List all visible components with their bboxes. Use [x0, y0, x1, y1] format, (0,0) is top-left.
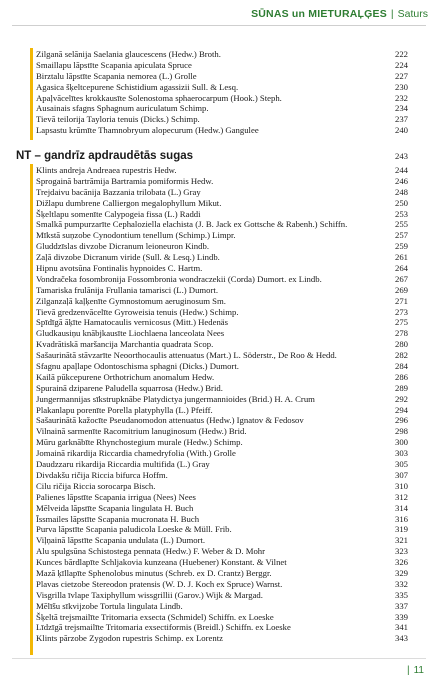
toc-entry	[36, 524, 408, 535]
toc-entry-text: Gludkausiņu knābjkausīte Liochlaena lanceolata Nees	[36, 328, 225, 339]
toc-entry	[36, 328, 408, 339]
toc-entry	[36, 187, 408, 198]
toc-entry	[36, 198, 408, 209]
toc-entry	[36, 383, 408, 394]
toc-entry	[36, 448, 408, 459]
toc-entry-page: 224	[394, 59, 408, 70]
toc-entry	[36, 514, 408, 525]
toc-entry-text: Zilganā selānija Saelania glaucescens (Hedw.) Broth.	[36, 49, 221, 59]
toc-entry-page: 292	[394, 393, 408, 404]
toc-entry-page: 280	[394, 339, 408, 350]
toc-entry-text: Tievā teilorija Tayloria tenuis (Dicks.) Schimp.	[36, 114, 200, 125]
page-number-separator: |	[407, 665, 410, 676]
toc-entry-text: Plavas cietzobe Stereodon pratensis (W. D. J. Koch ex Spruce) Warnst.	[36, 578, 283, 589]
toc-entry-text: Jomainā rikardija Riccardia chamedryfolia (With.) Grolle	[36, 448, 236, 459]
toc-entry	[36, 350, 408, 361]
toc-entry-text: Ausainais sfagns Sphagnum auriculatum Schimp.	[36, 103, 209, 114]
toc-entry	[36, 535, 408, 546]
toc-entry-page: 244	[394, 165, 408, 175]
toc-entry-text: Dižlapu dumbrene Calliergon megalophyllum Mikut.	[36, 197, 222, 208]
toc-entry-page: 329	[394, 567, 408, 578]
toc-entry-page: 222	[394, 49, 408, 59]
toc-entry-text: Agasica šķeltcepurene Schistidium agassizii Sull. & Lesq.	[36, 81, 239, 92]
toc-entry-page: 227	[394, 70, 408, 81]
toc-entry-page: 250	[394, 197, 408, 208]
yellow-margin-bar-nt	[30, 164, 33, 655]
toc-entry-text: Šķeltlapu somenīte Calypogeia fissa (L.) Raddi	[36, 208, 201, 219]
toc-entry	[36, 339, 408, 350]
toc-entry-text: Mīkstā suņzobe Cynodontium tenellum (Schimp.) Limpr.	[36, 230, 236, 241]
header-rule	[12, 25, 426, 26]
toc-entry	[36, 612, 408, 623]
section-heading-page: 243	[394, 151, 408, 161]
toc-entry-text: Daudzzaru rikardija Riccardia multifida (L.) Gray	[36, 459, 210, 470]
toc-entry-page: 343	[394, 633, 408, 644]
running-header	[251, 6, 428, 22]
toc-entry-page: 253	[394, 208, 408, 219]
toc-entry-text: Tievā gredzenvācelīte Gyroweisia tenuis (Hedw.) Schimp.	[36, 306, 239, 317]
toc-entry	[36, 437, 408, 448]
toc-entry	[36, 633, 408, 644]
toc-entry	[36, 209, 408, 220]
toc-entry-text: Spurainā dziparene Paludella squarrosa (Hedw.) Brid.	[36, 382, 223, 393]
toc-entry-text: Mēlveida lāpstīte Scapania lingulata H. Buch	[36, 502, 194, 513]
toc-entry-text: Vondračeka fosombronija Fossombronia wondraczekii (Corda) Dumort. ex Lindb.	[36, 273, 322, 284]
toc-entry	[36, 557, 408, 568]
toc-entry-page: 326	[394, 557, 408, 568]
toc-entry-text: Zaļā divzobe Dicranum viride (Sull. & Lesq.) Lindb.	[36, 252, 220, 263]
toc-entry-text: Sašaurinātā kažocīte Pseudanomodon attenuatus (Hedw.) Ignatov & Fedosov	[36, 415, 304, 426]
toc-entry	[36, 114, 408, 125]
toc-entry-text: Purva lāpstīte Scapania paludicola Loeske & Müll. Frib.	[36, 524, 232, 535]
book-title: SŪNAS un MIETURAĻĢES	[251, 8, 387, 20]
toc-entry-text: Sprogainā bartrāmija Bartramia pomiformis Hedw.	[36, 175, 214, 186]
toc-entry-text: Cilu ričija Riccia sorocarpa Bisch.	[36, 480, 156, 491]
toc-entry-page: 269	[394, 284, 408, 295]
toc-entry-text: Kunces bārdlapīte Schljakovia kunzeana (Huebener) Konstant. & Vilnet	[36, 557, 287, 568]
toc-entry-page: 230	[394, 81, 408, 92]
toc-entry	[36, 361, 408, 372]
toc-entry-text: Apaļvācelītes krokkausīte Solenostoma sphaerocarpum (Hook.) Steph.	[36, 92, 282, 103]
toc-entry-text: Klints pārzobe Zygodon rupestris Schimp. ex Lorentz	[36, 633, 223, 644]
toc-entry-page: 339	[394, 611, 408, 622]
toc-entry	[36, 470, 408, 481]
toc-entry	[36, 285, 408, 296]
toc-entry-text: Mēlīšu sīkvijzobe Tortula lingulata Lindb.	[36, 600, 183, 611]
toc-entry-text: Spīdīgā āķīte Hamatocaulis vernicosus (Mitt.) Hedenäs	[36, 317, 229, 328]
toc-entry-page: 240	[394, 125, 408, 136]
toc-entry-page: 296	[394, 415, 408, 426]
toc-entry-page: 300	[394, 437, 408, 448]
toc-entry	[36, 296, 408, 307]
toc-entry-page: 261	[394, 252, 408, 263]
toc-entry-page: 294	[394, 404, 408, 415]
toc-entry-text: Hipnu avotsūna Fontinalis hypnoides C. Hartm.	[36, 263, 203, 274]
toc-entry	[36, 252, 408, 263]
toc-entry	[36, 49, 408, 60]
toc-entry-text: Mazā ķīllapīte Sphenolobus minutus (Schreb. ex D. Crantz) Berggr.	[36, 567, 272, 578]
toc-entry-page: 289	[394, 382, 408, 393]
toc-entry	[36, 219, 408, 230]
toc-entry-page: 248	[394, 186, 408, 197]
toc-entry	[36, 601, 408, 612]
section-name: Saturs	[397, 8, 428, 20]
toc-entry-text: Smalkā pumpurzarīte Cephaloziella elachista (J. B. Jack ex Gottsche & Rabenh.) Schiffn.	[36, 219, 348, 230]
toc-entry-text: Vilnainā sarmenīte Racomitrium lanuginosum (Hedw.) Brid.	[36, 426, 247, 437]
toc-entry-page: 234	[394, 103, 408, 114]
toc-entry-text: Visgrilla īvlape Taxiphyllum wissgrillii (Garov.) Wijk & Margad.	[36, 589, 263, 600]
toc-entry-text: Kailā pūkcepurene Orthotrichum anomalum Hedw.	[36, 371, 215, 382]
toc-entry-page: 286	[394, 371, 408, 382]
toc-entry-page: 237	[394, 114, 408, 125]
toc-entry-text: Palienes lāpstīte Scapania irrigua (Nees) Nees	[36, 491, 196, 502]
toc-entry-text: Divdakšu ričija Riccia bifurca Hoffm.	[36, 469, 168, 480]
toc-entry-page: 271	[394, 295, 408, 306]
header-separator: |	[390, 8, 394, 20]
toc-entry	[36, 274, 408, 285]
toc-entry-page: 310	[394, 480, 408, 491]
toc-entry-page: 273	[394, 306, 408, 317]
toc-entry	[36, 568, 408, 579]
toc-entry	[36, 492, 408, 503]
toc-entry-text: Viļņainā lāpstīte Scapania undulata (L.) Dumort.	[36, 535, 206, 546]
toc-entry	[36, 415, 408, 426]
toc-entry	[36, 263, 408, 274]
toc-entry-text: Jungermannijas sīkstrupknābe Platydictya jungermannioides (Brid.) H. A. Crum	[36, 393, 315, 404]
toc-entry-page: 332	[394, 578, 408, 589]
toc-entry	[36, 317, 408, 328]
toc-entry-page: 305	[394, 459, 408, 470]
toc-entry	[36, 426, 408, 437]
toc-entry-text: Birztalu lāpstīte Scapania nemorea (L.) Grolle	[36, 70, 197, 81]
toc-entry-page: 284	[394, 361, 408, 372]
toc-entry-page: 321	[394, 535, 408, 546]
toc-entry-text: Kvadrātiskā maršancija Marchantia quadrata Scop.	[36, 339, 214, 350]
toc-entry	[36, 622, 408, 633]
toc-entry	[36, 60, 408, 71]
toc-entry	[36, 579, 408, 590]
toc-entry-page: 307	[394, 469, 408, 480]
toc-entry	[36, 230, 408, 241]
toc-entry-page: 319	[394, 524, 408, 535]
toc-entry-text: Līdzīgā trejsmailīte Tritomaria exsectiformis (Breidl.) Schiffn. ex Loeske	[36, 622, 291, 633]
toc-entry-text: Tamariska frulānija Frullania tamarisci (L.) Dumort.	[36, 284, 219, 295]
page-number	[407, 664, 424, 678]
top-entry-list	[36, 49, 408, 136]
toc-entry	[36, 394, 408, 405]
toc-entry	[36, 405, 408, 416]
toc-entry-page: 335	[394, 589, 408, 600]
yellow-margin-bar-top	[30, 48, 33, 140]
toc-entry	[36, 307, 408, 318]
toc-entry	[36, 590, 408, 601]
toc-entry	[36, 546, 408, 557]
toc-entry-page: 341	[394, 622, 408, 633]
toc-entry-page: 337	[394, 600, 408, 611]
toc-entry	[36, 125, 408, 136]
toc-entry-page: 255	[394, 219, 408, 230]
toc-entry-page: 303	[394, 448, 408, 459]
toc-entry-text: Gluddzīslas divzobe Dicranum leioneuron Kindb.	[36, 241, 209, 252]
toc-entry-page: 246	[394, 175, 408, 186]
toc-entry-page: 275	[394, 317, 408, 328]
toc-entry	[36, 103, 408, 114]
toc-entry-page: 259	[394, 241, 408, 252]
toc-entry-text: Mūru garknābīte Rhynchostegium murale (Hedw.) Schimp.	[36, 437, 243, 448]
toc-entry-text: Zilganzaļā kaļķenīte Gymnostomum aeruginosum Sm.	[36, 295, 226, 306]
toc-entry	[36, 241, 408, 252]
toc-entry	[36, 71, 408, 82]
toc-entry-page: 257	[394, 230, 408, 241]
toc-entry-page: 323	[394, 546, 408, 557]
toc-entry-text: Trejdaivu bacānija Bazzania trilobata (L.) Gray	[36, 186, 201, 197]
toc-entry-text: Šķeltā trejsmailīte Tritomaria exsecta (Schmidel) Schiffn. ex Loeske	[36, 611, 274, 622]
toc-entry-page: 298	[394, 426, 408, 437]
toc-entry-text: Lapsastu krūmīte Thamnobryum alopecurum (Hedw.) Gangulee	[36, 125, 259, 136]
toc-entry-text: Īssmailes lāpstīte Scapania mucronata H. Buch	[36, 513, 200, 524]
toc-entry	[36, 481, 408, 492]
section-heading-title: NT – gandrīz apdraudētās sugas	[16, 150, 194, 162]
section-heading	[16, 150, 408, 163]
toc-entry-page: 278	[394, 328, 408, 339]
toc-entry-text: Sašaurinātā stāvzarīte Neoorthocaulis attenuatus (Mart.) L. Söderstr., De Roo & Hedd.	[36, 350, 337, 361]
toc-entry-text: Plakanlapu porenīte Porella platyphylla (L.) Pfeiff.	[36, 404, 213, 415]
toc-entry	[36, 459, 408, 470]
toc-entry-page: 314	[394, 502, 408, 513]
toc-entry	[36, 165, 408, 176]
footer-rule	[12, 658, 426, 659]
toc-entry-page: 232	[394, 92, 408, 103]
nt-entry-list	[36, 165, 408, 644]
toc-entry	[36, 93, 408, 104]
toc-entry-page: 316	[394, 513, 408, 524]
toc-entry	[36, 503, 408, 514]
toc-entry-text: Smaillapu lāpstīte Scapania apiculata Spruce	[36, 59, 192, 70]
toc-entry	[36, 82, 408, 93]
toc-entry	[36, 176, 408, 187]
toc-entry-text: Alu spulgsūna Schistostega pennata (Hedw.) F. Weber & D. Mohr	[36, 546, 266, 557]
toc-entry-page: 264	[394, 263, 408, 274]
toc-entry-page: 267	[394, 273, 408, 284]
toc-entry-text: Klints andreja Andreaea rupestris Hedw.	[36, 165, 177, 175]
page-number-value: 11	[413, 665, 424, 676]
toc-entry-page: 312	[394, 491, 408, 502]
toc-entry	[36, 372, 408, 383]
toc-entry-page: 282	[394, 350, 408, 361]
toc-entry-text: Sfagnu apaļlape Odontoschisma sphagni (Dicks.) Dumort.	[36, 361, 239, 372]
